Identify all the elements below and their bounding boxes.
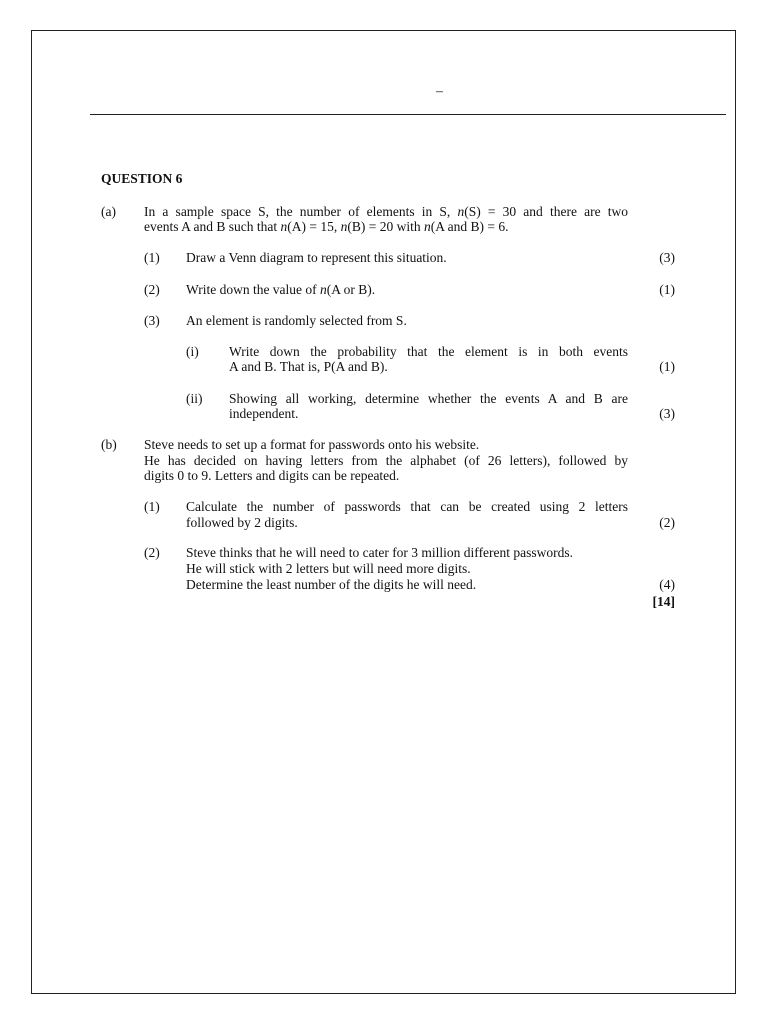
header-rule xyxy=(90,114,726,115)
b2-line1: Steve thinks that he will need to cater for 3 million different passwords. xyxy=(186,545,574,560)
a2-label: (2) xyxy=(144,282,160,297)
b2-label: (2) xyxy=(144,545,160,560)
a3i-line1: Write down the probability that the element is in both events xyxy=(229,344,628,359)
a3i-line2: A and B. That is, P(A and B). xyxy=(229,359,388,374)
part-a-intro-line1: In a sample space S, the number of elements in S, n(S) = 30 and there are two xyxy=(144,204,628,219)
a3-label: (3) xyxy=(144,313,160,328)
part-b-intro-line2: He has decided on having letters from the alphabet (of 26 letters), followed by xyxy=(144,453,628,468)
b2-marks: (4) xyxy=(659,577,675,592)
a1-label: (1) xyxy=(144,250,160,265)
b2-line2: He will stick with 2 letters but will need more digits. xyxy=(186,561,471,576)
a3ii-marks: (3) xyxy=(659,406,675,421)
a1-text: Draw a Venn diagram to represent this situation. xyxy=(186,250,447,265)
a3-text: An element is randomly selected from S. xyxy=(186,313,407,328)
b1-marks: (2) xyxy=(659,515,675,530)
question-title: QUESTION 6 xyxy=(101,171,183,186)
b1-line1: Calculate the number of passwords that can be created using 2 letters xyxy=(186,499,628,514)
a2-marks: (1) xyxy=(659,282,675,297)
part-a-label: (a) xyxy=(101,204,116,219)
a3ii-label: (ii) xyxy=(186,391,203,406)
part-b-intro-line1: Steve needs to set up a format for passwords onto his website. xyxy=(144,437,480,452)
a1-marks: (3) xyxy=(659,250,675,265)
a3i-marks: (1) xyxy=(659,359,675,374)
b1-label: (1) xyxy=(144,499,160,514)
b1-line2: followed by 2 digits. xyxy=(186,515,298,530)
b2-line3: Determine the least number of the digits he will need. xyxy=(186,577,477,592)
header-dash: – xyxy=(436,84,443,99)
a3ii-line2: independent. xyxy=(229,406,299,421)
a3ii-line1: Showing all working, determine whether the events A and B are xyxy=(229,391,628,406)
part-b-label: (b) xyxy=(101,437,117,452)
part-b-intro-line3: digits 0 to 9. Letters and digits can be repeated. xyxy=(144,468,400,483)
part-a-intro-line2: events A and B such that n(A) = 15, n(B) = 20 with n(A and B) = 6. xyxy=(144,219,509,234)
a3i-label: (i) xyxy=(186,344,199,359)
a2-text: Write down the value of n(A or B). xyxy=(186,282,376,297)
question-total: [14] xyxy=(652,594,675,609)
